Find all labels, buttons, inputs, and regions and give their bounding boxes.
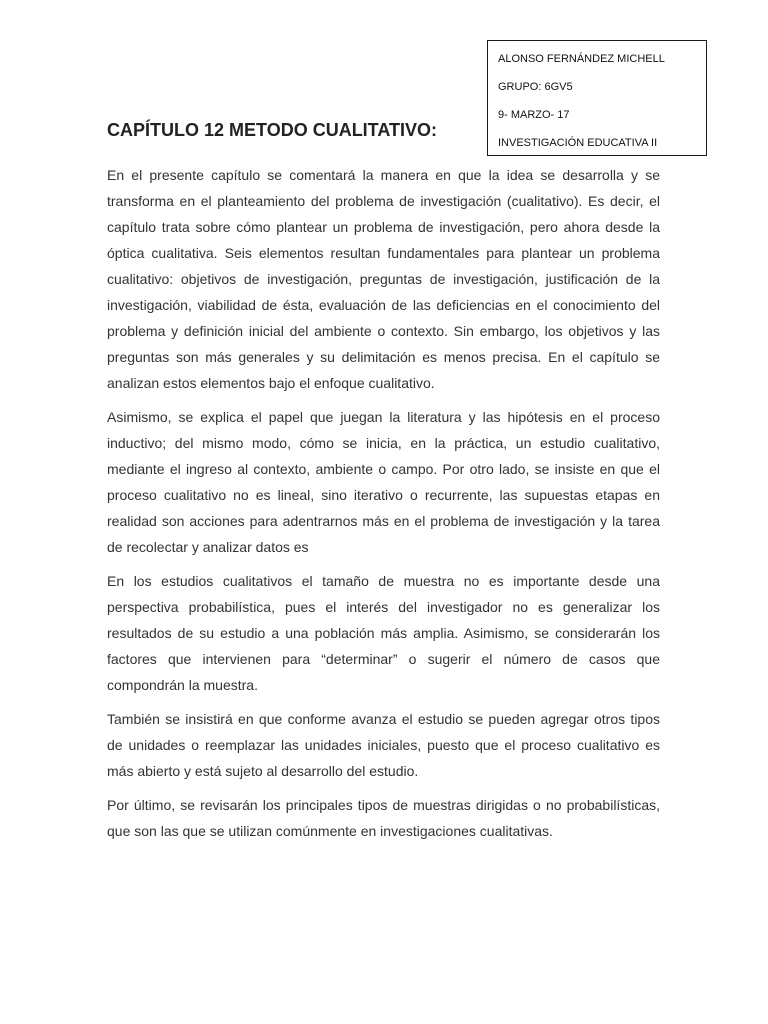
student-info-box <box>487 40 707 156</box>
group-label: GRUPO: 6GV5 <box>498 81 573 93</box>
date-label: 9- MARZO- 17 <box>498 109 570 121</box>
document-body <box>107 162 660 852</box>
paragraph-2: Asimismo, se explica el papel que juegan la literatura y las hipótesis en el proceso inductivo; del mismo modo, cómo se inicia, en la práctica, un estudio cualitativo, mediante el ingreso al contexto, ambiente o campo. Por otro lado, se insiste en que el proceso cualitativo no es lineal, sino iterativo o recurrente, las supuestas etapas en realidad son acciones para adentrarnos más en el problema de investigación y la tarea de recolectar y analizar datos es <box>107 409 660 555</box>
paragraph-4: También se insistirá en que conforme avanza el estudio se pueden agregar otros tipos de unidades o reemplazar las unidades iniciales, puesto que el proceso cualitativo es más abierto y está sujeto al desarrollo del estudio. <box>107 711 660 779</box>
paragraph-3: En los estudios cualitativos el tamaño de muestra no es importante desde una perspectiva probabilística, pues el interés del investigador no es generalizar los resultados de su estudio a una población más amplia. Asimismo, se considerarán los factores que intervienen para “determinar” o sugerir el número de casos que compondrán la muestra. <box>107 573 660 693</box>
course-label: INVESTIGACIÓN EDUCATIVA II <box>498 137 658 149</box>
author-name: ALONSO FERNÁNDEZ MICHELL <box>498 53 665 65</box>
paragraph-1: En el presente capítulo se comentará la manera en que la idea se desarrolla y se transforma en el planteamiento del problema de investigación (cualitativo). Es decir, el capítulo trata sobre cómo plantear un problema de investigación, pero ahora desde la óptica cualitativa. Seis elementos resultan fundamentales para plantear un problema cualitativo: objetivos de investigación, preguntas de investigación, justificación de la investigación, viabilidad de ésta, evaluación de las deficiencias en el conocimiento del problema y definición inicial del ambiente o contexto. Sin embargo, los objetivos y las preguntas son más generales y su delimitación es menos precisa. En el capítulo se analizan estos elementos bajo el enfoque cualitativo. <box>107 167 660 391</box>
chapter-title: CAPÍTULO 12 METODO CUALITATIVO: <box>107 120 438 140</box>
paragraph-5: Por último, se revisarán los principales tipos de muestras dirigidas o no probabilísticas, que son las que se utilizan comúnmente en investigaciones cualitativas. <box>107 797 660 839</box>
